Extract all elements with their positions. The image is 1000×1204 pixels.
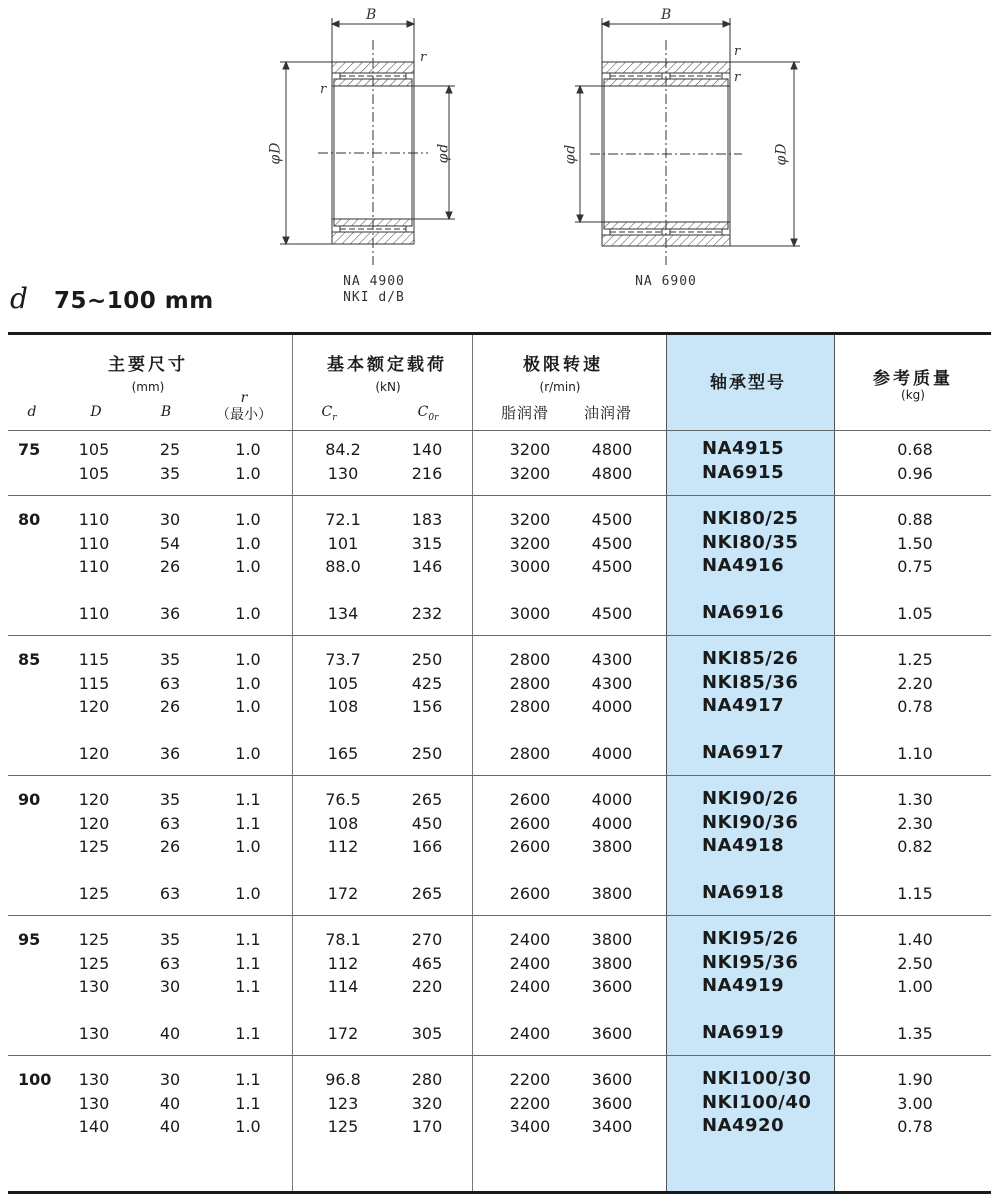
cell-oil: 4000 — [591, 744, 633, 763]
left-caption-1: NA 4900 — [343, 274, 405, 289]
cell-B: 26 — [159, 557, 181, 576]
cell-grease: 2600 — [509, 814, 551, 833]
cell-model: NKI100/30 — [702, 1068, 812, 1089]
cell-model: NA4918 — [702, 835, 785, 856]
right-phid-label: φd — [562, 143, 579, 165]
cell-B: 35 — [159, 650, 181, 669]
cell-B: 40 — [159, 1094, 181, 1113]
cell-mass: 1.15 — [897, 884, 933, 903]
cell-oil: 4800 — [591, 440, 633, 459]
cell-cr: 134 — [327, 604, 359, 623]
cell-D: 140 — [78, 1117, 110, 1136]
cell-cr: 112 — [327, 837, 359, 856]
cell-r: 1.0 — [235, 674, 261, 693]
cell-D: 130 — [78, 1024, 110, 1043]
na4900-drawing — [280, 18, 455, 265]
cell-oil: 4300 — [591, 650, 633, 669]
cell-D: 120 — [78, 697, 110, 716]
cell-r: 1.0 — [235, 697, 261, 716]
cell-r: 1.1 — [235, 1024, 261, 1043]
cell-D: 125 — [78, 954, 110, 973]
cell-B: 63 — [159, 884, 181, 903]
header-main-dims-unit: (mm) — [131, 380, 165, 394]
cell-D: 120 — [78, 790, 110, 809]
cell-B: 35 — [159, 930, 181, 949]
header-load-unit: (kN) — [375, 380, 401, 394]
cell-cor: 280 — [411, 1070, 443, 1089]
cell-mass: 1.40 — [897, 930, 933, 949]
cell-cor: 146 — [411, 557, 443, 576]
cell-oil: 3600 — [591, 1070, 633, 1089]
cell-mass: 2.20 — [897, 674, 933, 693]
cell-model: NKI90/36 — [702, 812, 799, 833]
cell-model: NKI80/25 — [702, 508, 799, 529]
cell-grease: 3200 — [509, 534, 551, 553]
cell-r: 1.0 — [235, 744, 261, 763]
cell-cr: 72.1 — [325, 510, 361, 529]
cell-mass: 0.96 — [897, 464, 933, 483]
cell-cr: 101 — [327, 534, 359, 553]
cell-r: 1.0 — [235, 650, 261, 669]
header-col-cor: $C_{0r}$ — [417, 404, 439, 423]
cell-mass: 2.30 — [897, 814, 933, 833]
cell-cr: 73.7 — [325, 650, 361, 669]
cell-oil: 4500 — [591, 534, 633, 553]
cell-oil: 4000 — [591, 814, 633, 833]
cell-grease: 2800 — [509, 697, 551, 716]
cell-grease: 2600 — [509, 790, 551, 809]
cell-oil: 3400 — [591, 1117, 633, 1136]
cell-oil: 3800 — [591, 954, 633, 973]
cell-oil: 4300 — [591, 674, 633, 693]
cell-cr: 78.1 — [325, 930, 361, 949]
cell-r: 1.0 — [235, 1117, 261, 1136]
cell-B: 26 — [159, 697, 181, 716]
cell-r: 1.1 — [235, 814, 261, 833]
cell-cor: 156 — [411, 697, 443, 716]
cell-cr: 108 — [327, 814, 359, 833]
cell-r: 1.0 — [235, 534, 261, 553]
cell-model: NKI85/26 — [702, 648, 799, 669]
cell-mass: 1.00 — [897, 977, 933, 996]
cell-mass: 0.68 — [897, 440, 933, 459]
cell-D: 110 — [78, 557, 110, 576]
divider-load-speed — [472, 335, 473, 1191]
left-r-label-2: r — [320, 82, 328, 97]
na6900-drawing — [575, 18, 800, 265]
cell-grease: 2800 — [509, 674, 551, 693]
cell-grease: 2800 — [509, 650, 551, 669]
cell-mass: 0.82 — [897, 837, 933, 856]
cell-D: 120 — [78, 814, 110, 833]
header-col-cr: $C_r$ — [321, 404, 337, 423]
cell-B: 63 — [159, 954, 181, 973]
cell-D: 125 — [78, 837, 110, 856]
cell-oil: 3800 — [591, 884, 633, 903]
cell-cor: 305 — [411, 1024, 443, 1043]
cell-grease: 2200 — [509, 1094, 551, 1113]
group-bore-d: 80 — [18, 510, 41, 529]
header-col-d: d — [27, 404, 37, 420]
cell-cor: 265 — [411, 790, 443, 809]
cell-mass: 1.90 — [897, 1070, 933, 1089]
cell-oil: 4800 — [591, 464, 633, 483]
cell-D: 115 — [78, 650, 110, 669]
cell-B: 40 — [159, 1024, 181, 1043]
header-grease: 脂润滑 — [500, 404, 549, 422]
right-r-label: r — [734, 44, 742, 59]
cell-r: 1.1 — [235, 790, 261, 809]
cell-oil: 4000 — [591, 697, 633, 716]
cell-model: NA4915 — [702, 438, 785, 459]
left-phiD-label: φD — [267, 141, 284, 165]
cell-cr: 84.2 — [325, 440, 361, 459]
cell-cor: 216 — [411, 464, 443, 483]
table-bottom-rule — [8, 1191, 991, 1194]
cell-grease: 3200 — [509, 464, 551, 483]
cell-model: NA6916 — [702, 602, 785, 623]
cell-cor: 232 — [411, 604, 443, 623]
group-divider — [8, 495, 991, 496]
cell-oil: 3600 — [591, 977, 633, 996]
cell-model: NA4917 — [702, 695, 785, 716]
group-divider — [8, 1055, 991, 1056]
cell-model: NA4920 — [702, 1115, 785, 1136]
cell-cor: 170 — [411, 1117, 443, 1136]
cell-grease: 2400 — [509, 930, 551, 949]
bearing-section-drawings — [0, 0, 1000, 300]
group-bore-d: 75 — [18, 440, 41, 459]
cell-r: 1.0 — [235, 884, 261, 903]
cell-model: NA6915 — [702, 462, 785, 483]
left-phid-label: φd — [435, 142, 452, 164]
cell-model: NA6918 — [702, 882, 785, 903]
cell-D: 130 — [78, 1094, 110, 1113]
cell-cr: 125 — [327, 1117, 359, 1136]
cell-mass: 1.10 — [897, 744, 933, 763]
cell-oil: 4500 — [591, 557, 633, 576]
cell-r: 1.1 — [235, 977, 261, 996]
cell-mass: 0.88 — [897, 510, 933, 529]
cell-B: 63 — [159, 814, 181, 833]
group-bore-d: 90 — [18, 790, 41, 809]
cell-D: 110 — [78, 510, 110, 529]
cell-grease: 2800 — [509, 744, 551, 763]
cell-mass: 1.35 — [897, 1024, 933, 1043]
cell-cr: 108 — [327, 697, 359, 716]
cell-r: 1.1 — [235, 954, 261, 973]
cell-oil: 3800 — [591, 930, 633, 949]
header-load: 基本额定载荷 — [327, 355, 447, 375]
cell-model: NA6917 — [702, 742, 785, 763]
cell-B: 30 — [159, 977, 181, 996]
cell-cr: 123 — [327, 1094, 359, 1113]
cell-mass: 0.78 — [897, 1117, 933, 1136]
cell-cr: 96.8 — [325, 1070, 361, 1089]
cell-r: 1.0 — [235, 837, 261, 856]
cell-cor: 166 — [411, 837, 443, 856]
cell-cr: 76.5 — [325, 790, 361, 809]
group-divider — [8, 915, 991, 916]
cell-model: NKI95/26 — [702, 928, 799, 949]
group-bore-d: 100 — [18, 1070, 52, 1089]
cell-D: 105 — [78, 440, 110, 459]
cell-mass: 1.50 — [897, 534, 933, 553]
right-phiD-label: φD — [773, 142, 790, 166]
cell-grease: 3000 — [509, 557, 551, 576]
cell-model: NA4916 — [702, 555, 785, 576]
cell-model: NA6919 — [702, 1022, 785, 1043]
header-col-r: r — [240, 390, 248, 406]
cell-B: 25 — [159, 440, 181, 459]
cell-B: 30 — [159, 1070, 181, 1089]
cell-cor: 320 — [411, 1094, 443, 1113]
cell-B: 40 — [159, 1117, 181, 1136]
cell-oil: 3600 — [591, 1024, 633, 1043]
cell-cor: 265 — [411, 884, 443, 903]
cell-mass: 0.75 — [897, 557, 933, 576]
cell-grease: 2600 — [509, 884, 551, 903]
cell-cor: 315 — [411, 534, 443, 553]
cell-cor: 220 — [411, 977, 443, 996]
cell-cor: 425 — [411, 674, 443, 693]
header-speed: 极限转速 — [523, 355, 603, 375]
cell-model: NKI95/36 — [702, 952, 799, 973]
cell-cor: 140 — [411, 440, 443, 459]
right-caption-1: NA 6900 — [635, 274, 697, 289]
cell-cor: 250 — [411, 650, 443, 669]
header-col-r-note: （最小） — [216, 407, 272, 423]
cell-grease: 2400 — [509, 954, 551, 973]
cell-model: NKI85/36 — [702, 672, 799, 693]
cell-grease: 3200 — [509, 510, 551, 529]
cell-cor: 450 — [411, 814, 443, 833]
bore-symbol: d — [10, 282, 28, 315]
cell-oil: 3800 — [591, 837, 633, 856]
group-divider — [8, 635, 991, 636]
cell-r: 1.0 — [235, 557, 261, 576]
header-oil: 油润滑 — [583, 404, 632, 422]
cell-cor: 183 — [411, 510, 443, 529]
cell-cr: 172 — [327, 884, 359, 903]
cell-r: 1.0 — [235, 510, 261, 529]
bearing-table — [8, 332, 991, 1194]
left-r-label: r — [420, 50, 428, 65]
right-r-label-2: r — [734, 70, 742, 85]
cell-mass: 1.05 — [897, 604, 933, 623]
cell-mass: 2.50 — [897, 954, 933, 973]
cell-B: 35 — [159, 464, 181, 483]
header-main-dims: 主要尺寸 — [108, 355, 188, 375]
cell-D: 125 — [78, 930, 110, 949]
cell-B: 30 — [159, 510, 181, 529]
header-model: 轴承型号 — [710, 373, 786, 393]
cell-cor: 270 — [411, 930, 443, 949]
cell-D: 130 — [78, 977, 110, 996]
cell-cor: 465 — [411, 954, 443, 973]
cell-cor: 250 — [411, 744, 443, 763]
cell-oil: 3600 — [591, 1094, 633, 1113]
group-divider — [8, 775, 991, 776]
cell-D: 110 — [78, 534, 110, 553]
cell-B: 54 — [159, 534, 181, 553]
table-top-rule — [8, 332, 991, 335]
cell-D: 125 — [78, 884, 110, 903]
divider-dims-load — [292, 335, 293, 1191]
cell-mass: 3.00 — [897, 1094, 933, 1113]
cell-r: 1.0 — [235, 440, 261, 459]
cell-r: 1.1 — [235, 930, 261, 949]
header-bottom-rule — [8, 430, 991, 431]
left-caption-2: NKI d/B — [343, 290, 405, 305]
cell-model: NKI90/26 — [702, 788, 799, 809]
cell-B: 36 — [159, 744, 181, 763]
cell-grease: 3400 — [509, 1117, 551, 1136]
cell-B: 63 — [159, 674, 181, 693]
header-col-D: D — [90, 404, 102, 420]
cell-cr: 165 — [327, 744, 359, 763]
header-col-B: B — [160, 404, 172, 420]
cell-oil: 4500 — [591, 510, 633, 529]
cell-D: 110 — [78, 604, 110, 623]
cell-r: 1.1 — [235, 1070, 261, 1089]
cell-mass: 1.30 — [897, 790, 933, 809]
header-speed-unit: (r/min) — [539, 380, 581, 394]
cell-cr: 130 — [327, 464, 359, 483]
cell-cr: 105 — [327, 674, 359, 693]
cell-r: 1.0 — [235, 604, 261, 623]
cell-grease: 2600 — [509, 837, 551, 856]
cell-mass: 0.78 — [897, 697, 933, 716]
cell-grease: 2400 — [509, 977, 551, 996]
cell-model: NKI80/35 — [702, 532, 799, 553]
group-bore-d: 85 — [18, 650, 41, 669]
cell-r: 1.0 — [235, 464, 261, 483]
right-b-label: B — [661, 7, 673, 23]
cell-D: 130 — [78, 1070, 110, 1089]
cell-B: 26 — [159, 837, 181, 856]
cell-cr: 114 — [327, 977, 359, 996]
cell-model: NKI100/40 — [702, 1092, 812, 1113]
cell-cr: 88.0 — [325, 557, 361, 576]
cell-D: 115 — [78, 674, 110, 693]
header-mass: 参考质量 — [873, 369, 953, 389]
cell-B: 35 — [159, 790, 181, 809]
cell-grease: 2400 — [509, 1024, 551, 1043]
cell-oil: 4000 — [591, 790, 633, 809]
cell-cr: 112 — [327, 954, 359, 973]
bore-range: 75~100 mm — [53, 288, 214, 314]
cell-cr: 172 — [327, 1024, 359, 1043]
cell-grease: 3000 — [509, 604, 551, 623]
header-mass-unit: (kg) — [901, 388, 925, 402]
group-bore-d: 95 — [18, 930, 41, 949]
cell-mass: 1.25 — [897, 650, 933, 669]
cell-grease: 2200 — [509, 1070, 551, 1089]
left-b-label: B — [366, 7, 378, 23]
cell-r: 1.1 — [235, 1094, 261, 1113]
cell-oil: 4500 — [591, 604, 633, 623]
range-title — [10, 282, 214, 322]
cell-grease: 3200 — [509, 440, 551, 459]
cell-D: 120 — [78, 744, 110, 763]
cell-B: 36 — [159, 604, 181, 623]
cell-model: NA4919 — [702, 975, 785, 996]
cell-D: 105 — [78, 464, 110, 483]
